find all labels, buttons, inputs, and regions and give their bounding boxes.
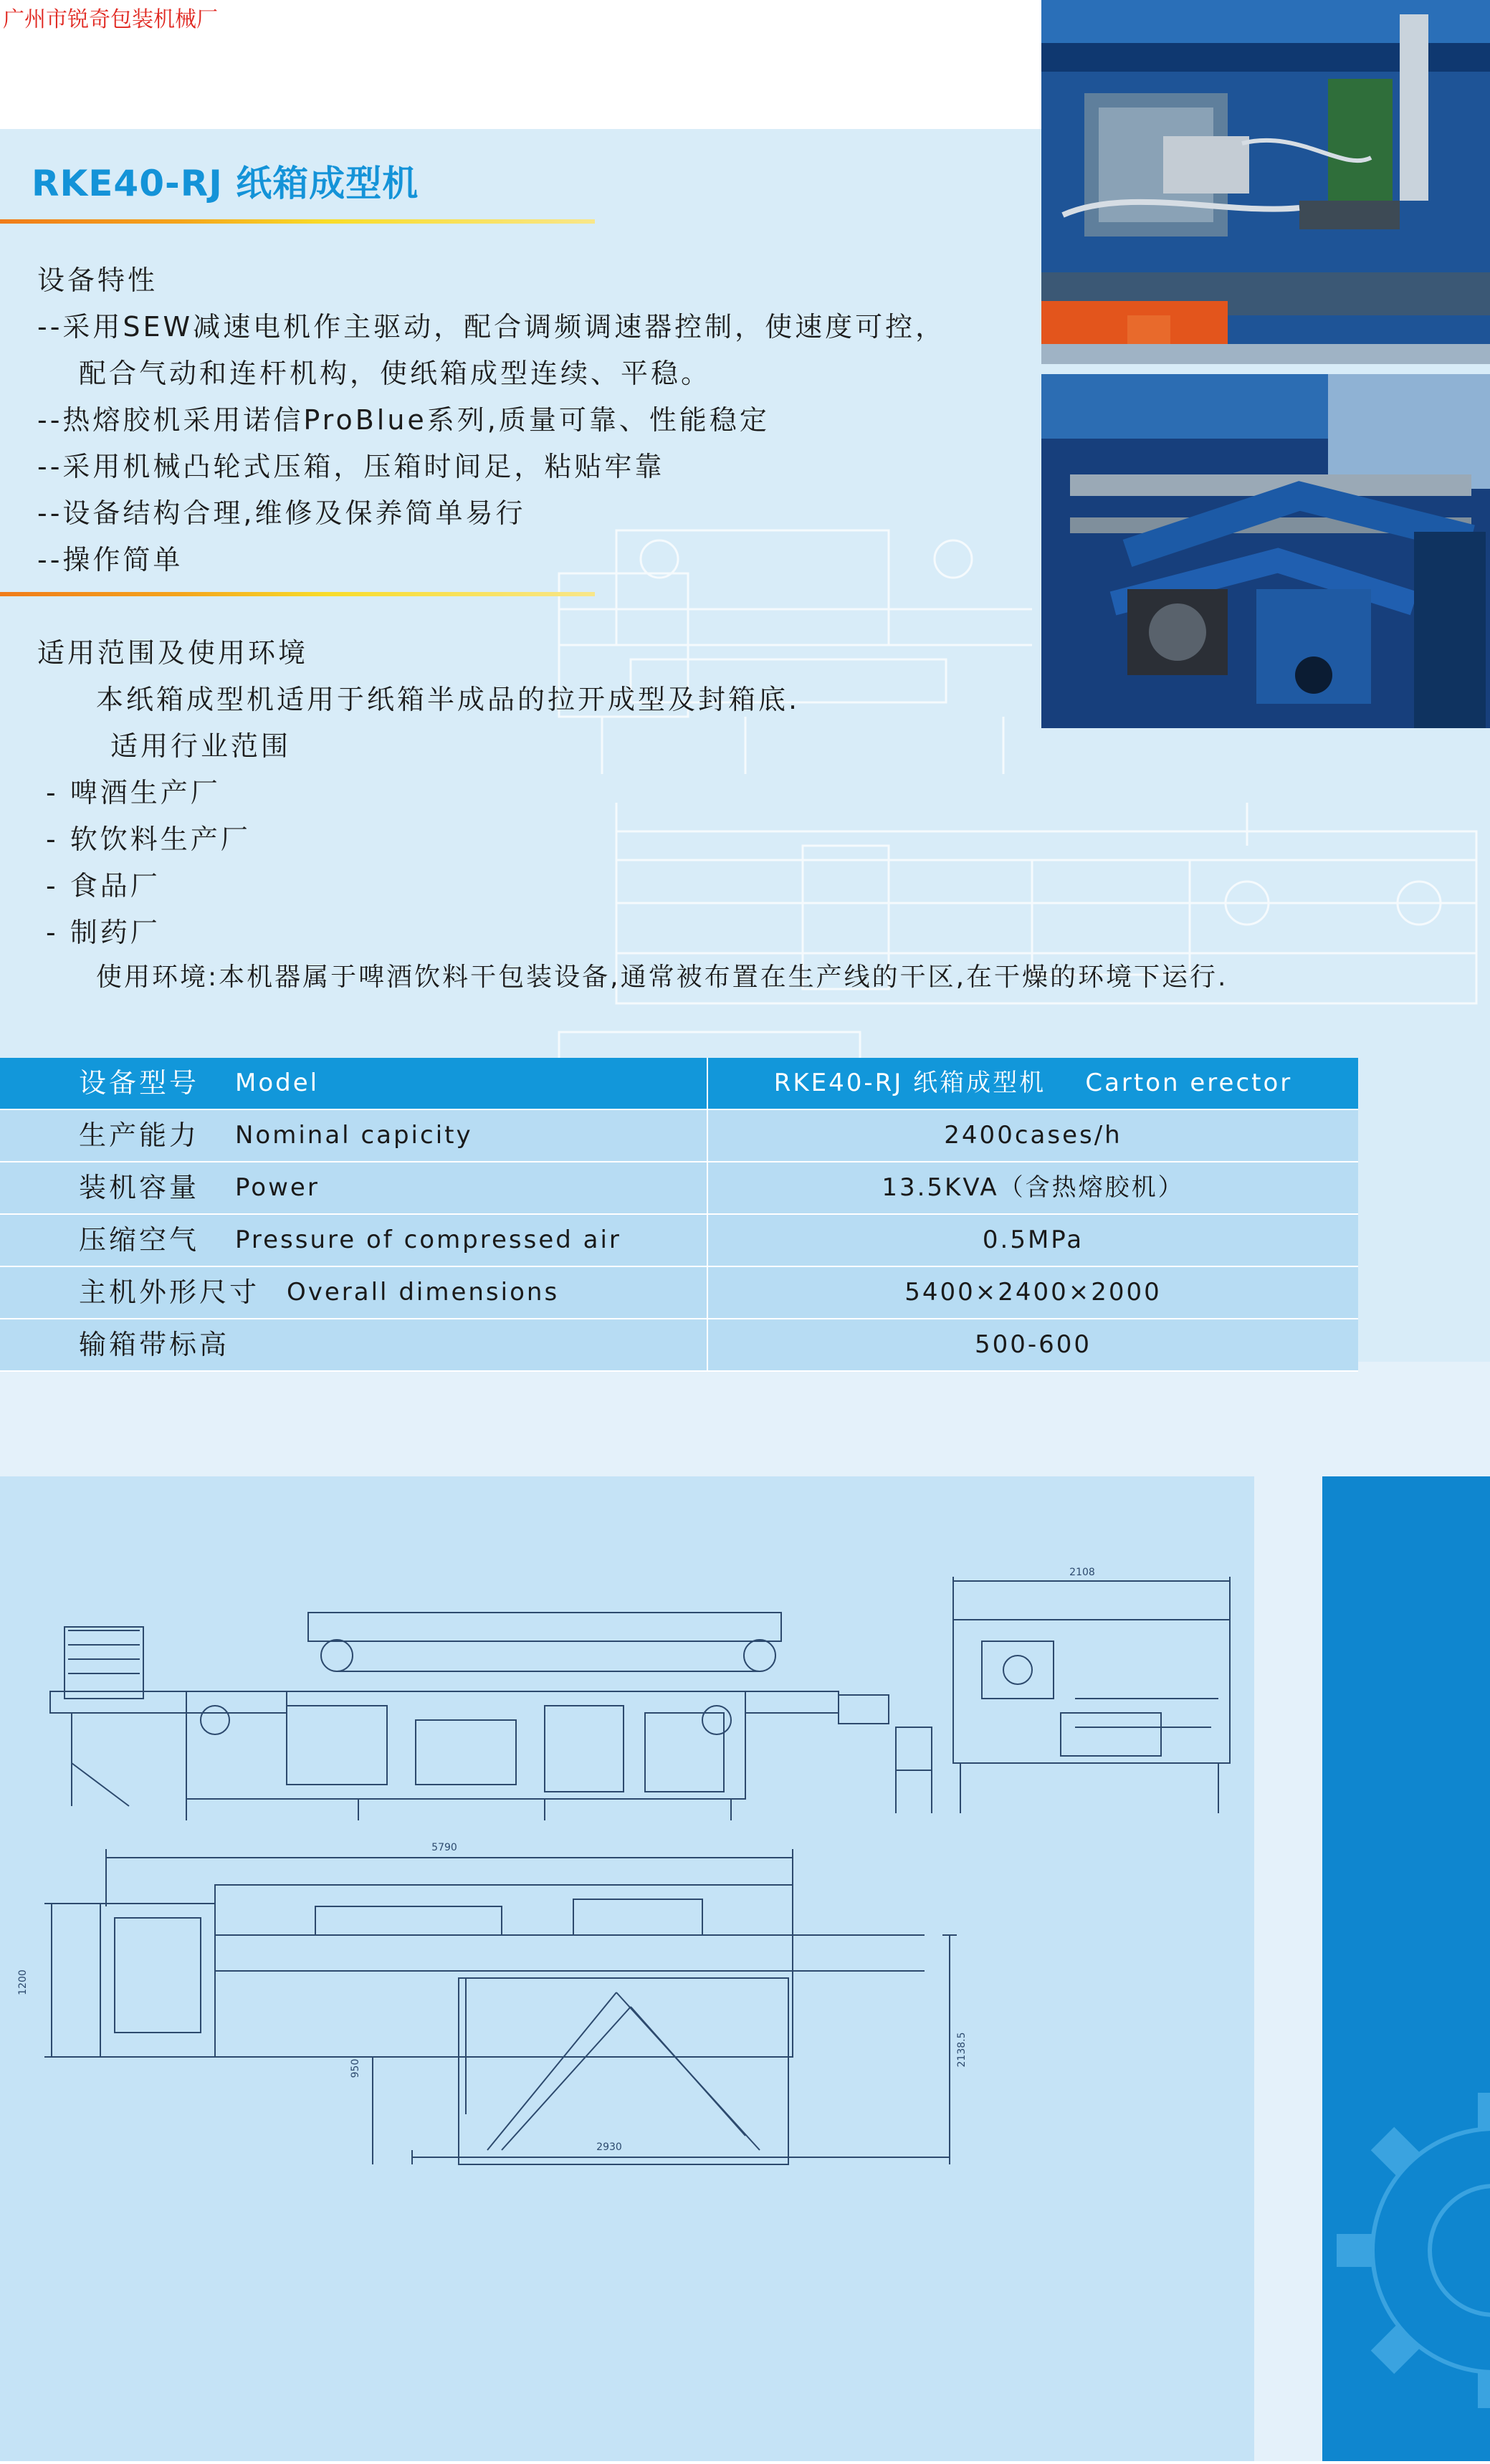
industry-heading: 适用行业范围	[110, 730, 292, 762]
dimension-label: 2108	[1069, 1567, 1095, 1578]
industry-item: - 食品厂	[46, 870, 161, 902]
spec-label-cn: 装机容量	[79, 1172, 200, 1203]
spec-label-cn: 主机外形尺寸	[79, 1276, 260, 1308]
industry-item: - 啤酒生产厂	[46, 777, 221, 808]
feature-item: --采用SEW减速电机作主驱动，配合调频调速器控制，使速度可控，	[37, 311, 946, 343]
spec-label-en: Nominal capicity	[235, 1121, 473, 1150]
gear-watermark-icon	[1322, 1476, 1490, 2461]
feature-item: --操作简单	[37, 544, 183, 576]
spec-value: RKE40-RJ 纸箱成型机 Carton erector	[773, 1069, 1293, 1097]
company-name: 广州市锐奇包装机械厂	[3, 7, 218, 32]
scope-intro: 本纸箱成型机适用于纸箱半成品的拉开成型及封箱底.	[96, 684, 801, 715]
table-row	[0, 1319, 1358, 1372]
machine-photo-top	[1041, 0, 1490, 364]
feature-item: 配合气动和连杆机构，使纸箱成型连续、平稳。	[79, 358, 712, 389]
spec-label-en: Overall dimensions	[287, 1278, 560, 1307]
dimension-label: 2138.5	[956, 2032, 968, 2068]
spec-value: 2400cases/h	[944, 1121, 1122, 1150]
section-divider	[0, 592, 595, 596]
spec-label-en: Model	[235, 1069, 320, 1097]
spec-label-cn: 压缩空气	[79, 1224, 200, 1256]
side-stripe	[1322, 1476, 1490, 2461]
end-elevation	[953, 1577, 1230, 1813]
spec-label-cn: 输箱带标高	[79, 1329, 230, 1360]
feature-item: --设备结构合理,维修及保养简单易行	[37, 497, 526, 529]
title-divider	[0, 219, 595, 224]
spec-table	[0, 1058, 1358, 1372]
table-row	[0, 1110, 1358, 1162]
spec-value: 5400×2400×2000	[904, 1278, 1162, 1307]
table-row	[0, 1162, 1358, 1215]
spec-label-cn: 设备型号	[79, 1067, 200, 1099]
spec-label-en: Power	[235, 1173, 320, 1202]
dimension-label: 2930	[596, 2141, 622, 2153]
table-row	[0, 1058, 1358, 1110]
spec-label-en: Pressure of compressed air	[235, 1226, 621, 1254]
page-band	[0, 1362, 1490, 1476]
plan-view	[44, 1849, 957, 2164]
features-heading: 设备特性	[37, 264, 158, 296]
spec-value: 0.5MPa	[982, 1226, 1084, 1254]
side-elevation	[50, 1613, 932, 1820]
spec-value: 13.5KVA（含热熔胶机）	[882, 1173, 1185, 1202]
table-row	[0, 1215, 1358, 1267]
feature-item: --热熔胶机采用诺信ProBlue系列,质量可靠、性能稳定	[37, 404, 770, 436]
table-row	[0, 1267, 1358, 1319]
dimension-label: 5790	[431, 1842, 457, 1853]
dimension-label: 950	[350, 2058, 361, 2078]
industry-item: - 制药厂	[46, 917, 161, 948]
technical-drawing	[0, 1476, 1254, 2193]
panel-gap	[1254, 1476, 1322, 2461]
machine-photo-bottom	[1041, 374, 1490, 728]
spec-label-cn: 生产能力	[79, 1119, 200, 1151]
industry-item: - 软饮料生产厂	[46, 823, 251, 855]
dimension-label: 1200	[17, 1969, 29, 1995]
page-title: RKE40-RJ 纸箱成型机	[32, 163, 419, 204]
environment-text: 使用环境:本机器属于啤酒饮料干包装设备,通常被布置在生产线的干区,在干燥的环境下运行.	[96, 963, 1228, 992]
spec-value: 500-600	[974, 1330, 1092, 1359]
scope-heading: 适用范围及使用环境	[37, 637, 309, 669]
feature-item: --采用机械凸轮式压箱，压箱时间足，粘贴牢靠	[37, 451, 665, 482]
